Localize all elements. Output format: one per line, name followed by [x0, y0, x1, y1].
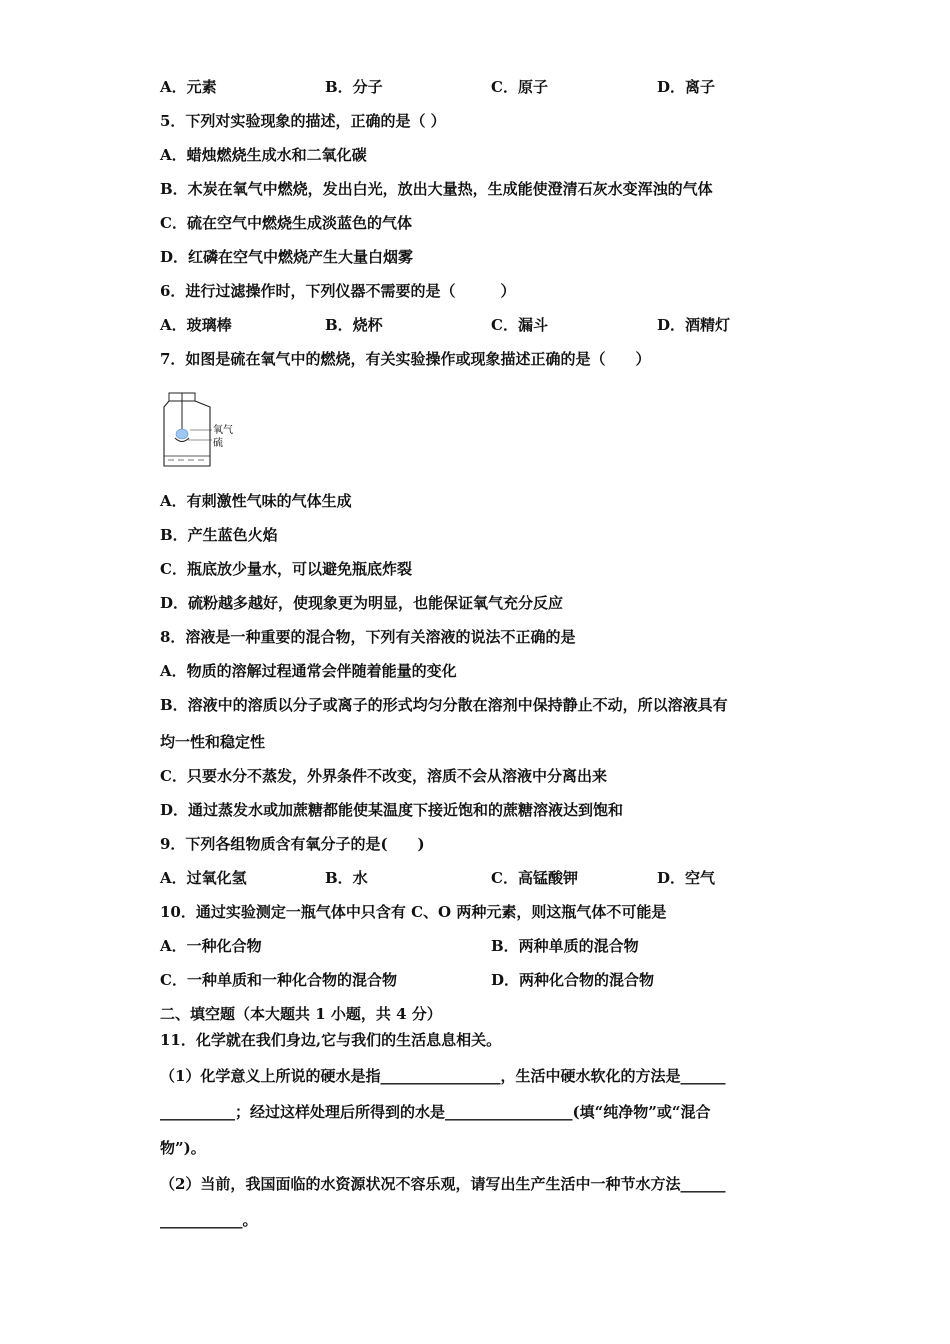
blue-flame: [176, 429, 188, 439]
q7-option-d: D．硫粉越多越好，使现象更为明显，也能保证氧气充分反应: [160, 594, 564, 612]
q11-part1-line2: __________；经过这样处理后所得到的水是_________________(填“纯净物”或“混合: [160, 1103, 711, 1121]
q7-option-a: A．有刺激性气味的气体生成: [160, 492, 352, 510]
q4-option-c: C．原子: [491, 78, 548, 96]
q11-stem: 11．化学就在我们身边,它与我们的生活息息相关。: [160, 1031, 502, 1049]
q7-stem: 7．如图是硫在氧气中的燃烧，有关实验操作或现象描述正确的是（ ）: [160, 350, 651, 368]
q6-option-c: C．漏斗: [491, 316, 548, 334]
q5-option-a: A．蜡烛燃烧生成水和二氧化碳: [160, 146, 367, 164]
q10-option-c: C．一种单质和一种化合物的混合物: [160, 971, 397, 989]
q5-option-c: C．硫在空气中燃烧生成淡蓝色的气体: [160, 214, 412, 232]
q9-option-a: A．过氧化氢: [160, 869, 247, 887]
q9-option-b: B．水: [325, 869, 368, 887]
q6-option-a: A．玻璃棒: [160, 316, 232, 334]
q8-option-b-cont: 均一性和稳定性: [160, 733, 266, 751]
q11-part1-line3: 物”)。: [160, 1139, 206, 1157]
q6-option-b: B．烧杯: [325, 316, 383, 334]
q6-option-d: D．酒精灯: [657, 316, 731, 334]
q4-option-d: D．离子: [657, 78, 716, 96]
q6-stem: 6．进行过滤操作时，下列仪器不需要的是（ ）: [160, 282, 516, 300]
q5-option-d: D．红磷在空气中燃烧产生大量白烟雾: [160, 248, 414, 266]
label-sulfur: 硫: [213, 438, 223, 449]
section-heading-fill-in: 二、填空题（本大题共 1 小题，共 4 分）: [160, 1005, 442, 1023]
q4-option-a: A．元素: [160, 78, 217, 96]
q8-option-a: A．物质的溶解过程通常会伴随着能量的变化: [160, 662, 457, 680]
q7-option-c: C．瓶底放少量水，可以避免瓶底炸裂: [160, 560, 412, 578]
q11-part2-line1: （2）当前，我国面临的水资源状况不容乐观，请写出生产生活中一种节水方法______: [160, 1175, 726, 1193]
q8-option-b: B．溶液中的溶质以分子或离子的形式均匀分散在溶剂中保持静止不动，所以溶液具有: [160, 696, 728, 714]
q10-option-a: A．一种化合物: [160, 937, 262, 955]
q9-option-c: C．高锰酸钾: [491, 869, 578, 887]
q8-option-c: C．只要水分不蒸发，外界条件不改变，溶质不会从溶液中分离出来: [160, 767, 607, 785]
q4-option-b: B．分子: [325, 78, 383, 96]
label-oxygen: 氧气: [213, 425, 233, 436]
q8-stem: 8．溶液是一种重要的混合物，下列有关溶液的说法不正确的是: [160, 628, 576, 646]
q7-option-b: B．产生蓝色火焰: [160, 526, 278, 544]
q10-option-d: D．两种化合物的混合物: [491, 971, 655, 989]
q8-option-d: D．通过蒸发水或加蔗糖都能使某温度下接近饱和的蔗糖溶液达到饱和: [160, 801, 624, 819]
q10-stem: 10．通过实验测定一瓶气体中只含有 C、O 两种元素，则这瓶气体不可能是: [160, 903, 667, 921]
q11-part1-line1: （1）化学意义上所说的硬水是指________________，生活中硬水软化的方法是______: [160, 1067, 726, 1085]
q5-option-b: B．木炭在氧气中燃烧，发出白光，放出大量热，生成能使澄清石灰水变浑浊的气体: [160, 180, 713, 198]
q11-part2-line2: ___________。: [160, 1211, 258, 1229]
q5-stem: 5．下列对实验现象的描述，正确的是（ ）: [160, 112, 446, 130]
q9-option-d: D．空气: [657, 869, 716, 887]
q9-stem: 9．下列各组物质含有氧分子的是( ): [160, 835, 425, 853]
q10-option-b: B．两种单质的混合物: [491, 937, 639, 955]
sulfur-combustion-bottle-figure: [160, 390, 250, 470]
